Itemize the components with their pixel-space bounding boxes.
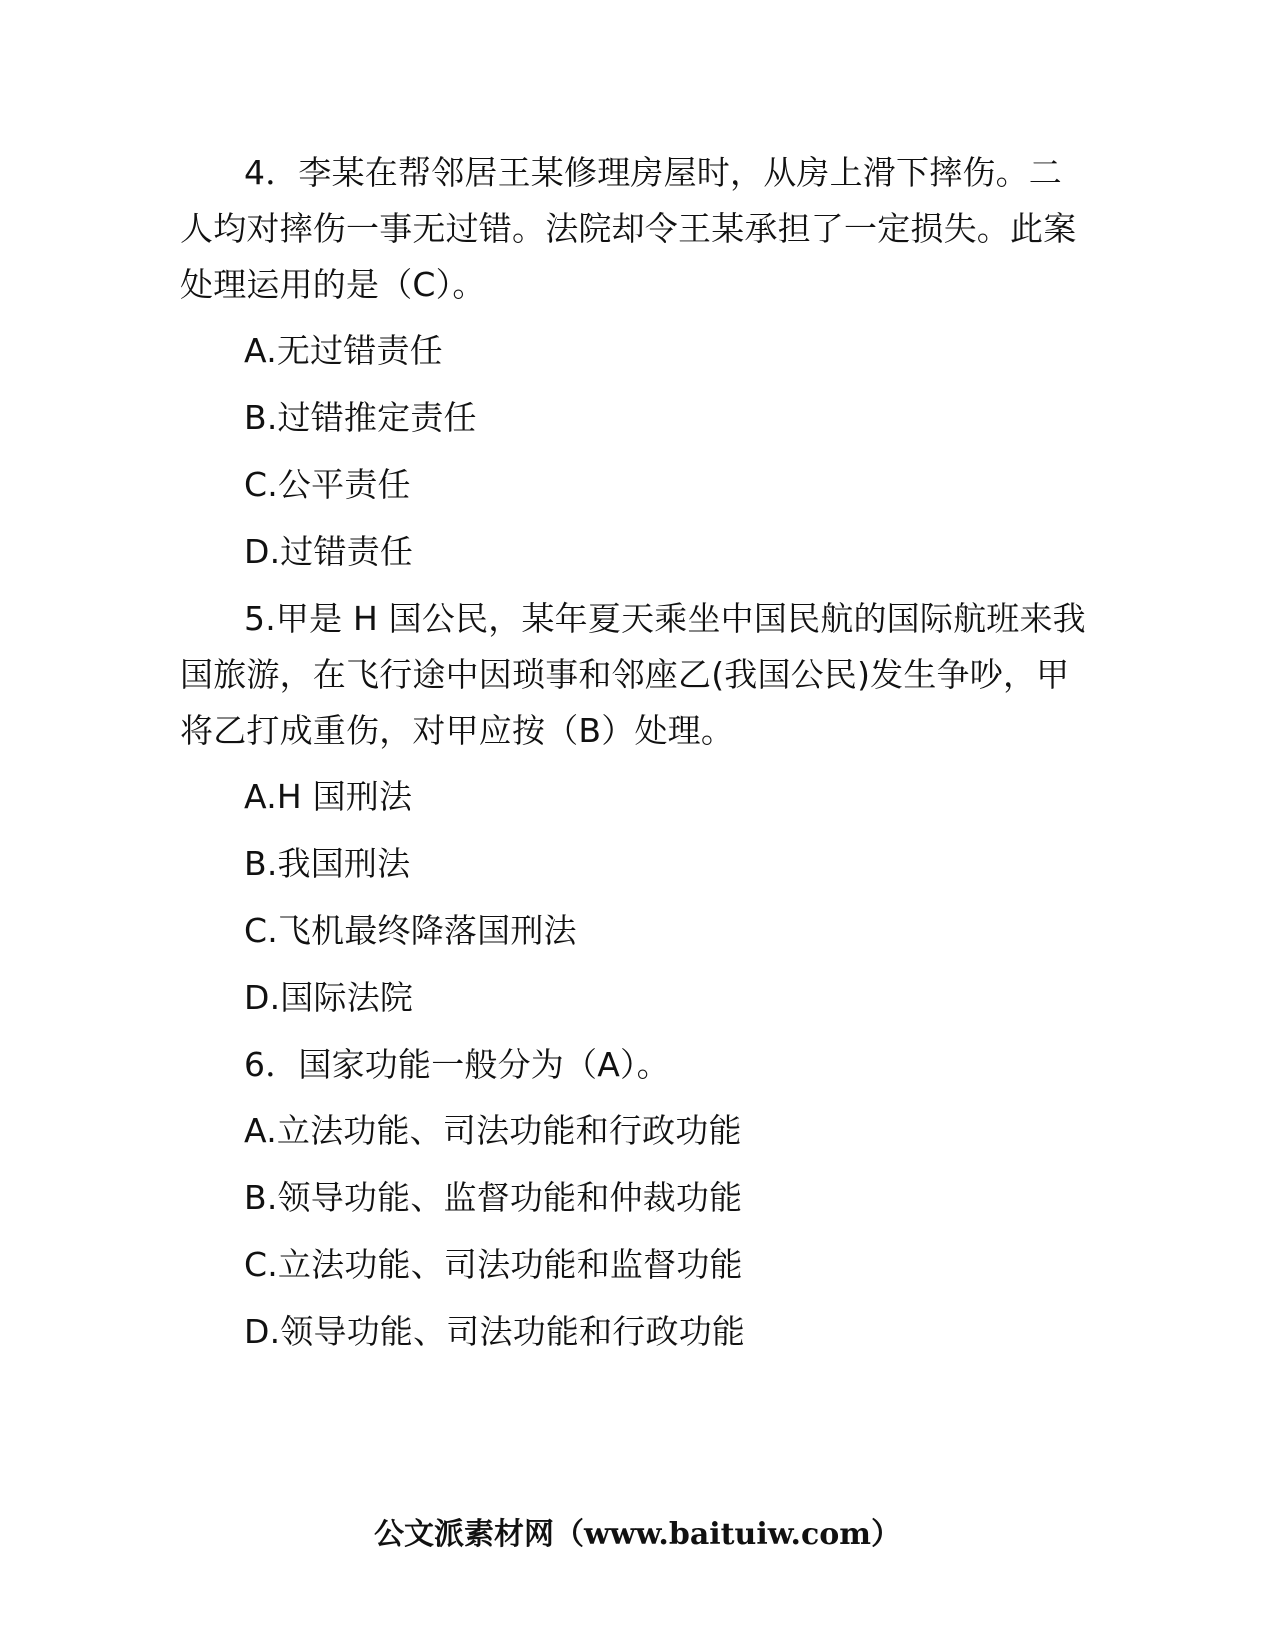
option-d: D.过错责任 [244, 532, 414, 571]
option-d: D.领导功能、司法功能和行政功能 [244, 1312, 746, 1351]
question-stem: 5.甲是 H 国公民，某年夏天乘坐中国民航的国际航班来我国旅游，在飞行途中因琐事和邻座乙(我国公民)发生争吵，甲将乙打成重伤，对甲应按（B）处理。 [180, 599, 1086, 750]
question-block-5 [180, 591, 1095, 1026]
option-b: B.领导功能、监督功能和仲裁功能 [244, 1178, 743, 1217]
option-a: A.H 国刑法 [244, 777, 413, 816]
option-b: B.过错推定责任 [244, 398, 477, 437]
option-c: C.飞机最终降落国刑法 [244, 911, 577, 950]
option-d: D.国际法院 [244, 978, 414, 1017]
question-stem: 4．李某在帮邻居王某修理房屋时，从房上滑下摔伤。二人均对摔伤一事无过错。法院却令王某承担了一定损失。此案处理运用的是（C）。 [180, 153, 1077, 304]
document-body [180, 145, 1095, 1371]
page-footer: 公文派素材网（www.baituiw.com） [373, 1517, 902, 1552]
question-block-4 [180, 145, 1095, 580]
question-stem: 6．国家功能一般分为（A）。 [244, 1045, 670, 1084]
question-block-6 [180, 1037, 1095, 1360]
option-c: C.公平责任 [244, 465, 411, 504]
option-a: A.无过错责任 [244, 331, 443, 370]
option-c: C.立法功能、司法功能和监督功能 [244, 1245, 743, 1284]
option-b: B.我国刑法 [244, 844, 411, 883]
option-a: A.立法功能、司法功能和行政功能 [244, 1111, 742, 1150]
